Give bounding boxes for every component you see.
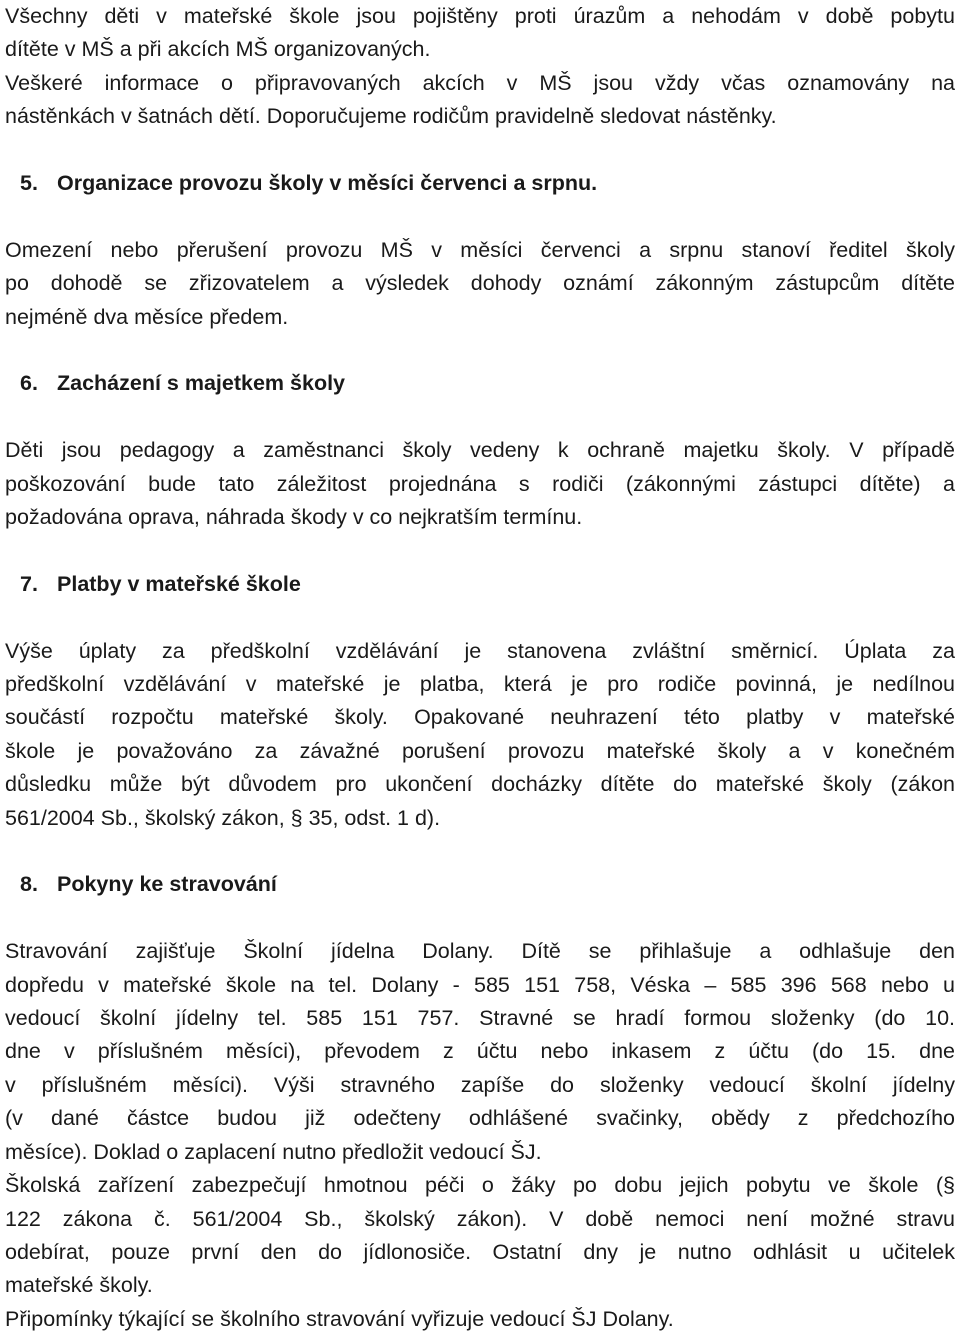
spacer (5, 134, 955, 167)
text-line: nástěnkách v šatnách dětí. Doporučujeme rodičům pravidelně sledovat nástěnky. (5, 104, 777, 129)
text-line: Veškeré informace o připravovaných akcích v MŠ jsou vždy včas oznamovány na (5, 70, 955, 95)
text-line: vedoucí školní jídelny tel. 585 151 757. Stravné se hradí formou složenky (do 10. (5, 1006, 955, 1031)
text-line: (v dané částce budou již odečteny odhlášené svačinky, obědy z předchozího (5, 1106, 955, 1131)
text-line: odebírat, pouze první den do jídlonosiče. Ostatní dny je nutno odhlásit u učitelek (5, 1239, 955, 1264)
text-line: 122 zákona č. 561/2004 Sb., školský zákon). V době nemoci není možné stravu (5, 1206, 955, 1231)
text-line: mateřské školy. (5, 1273, 153, 1298)
section-8-paragraph-3 (5, 1303, 955, 1336)
spacer (5, 601, 955, 634)
text-line: Školská zařízení zabezpečují hmotnou péči o žáky po dobu jejich pobytu ve škole (§ (5, 1173, 955, 1198)
text-line: nejméně dva měsíce předem. (5, 304, 289, 329)
text-line: měsíce). Doklad o zaplacení nutno předložit vedoucí ŠJ. (5, 1139, 542, 1164)
text-line: Omezení nebo přerušení provozu MŠ v měsíci červenci a srpnu stanoví ředitel školy (5, 237, 955, 262)
section-title: Pokyny ke stravování (57, 872, 277, 897)
section-5-paragraph (5, 234, 955, 334)
spacer (5, 200, 955, 233)
section-number: 5. (20, 171, 38, 196)
section-number: 6. (20, 371, 38, 396)
section-heading-6 (5, 367, 955, 400)
text-line: škole je považováno za závažné porušení provozu mateřské školy a v konečném (5, 738, 955, 763)
spacer (5, 835, 955, 868)
text-line: dopředu v mateřské škole na tel. Dolany - 585 151 758, Véska – 585 396 568 nebo u (5, 972, 955, 997)
spacer (5, 401, 955, 434)
spacer (5, 902, 955, 935)
section-heading-8 (5, 868, 955, 901)
section-7-paragraph (5, 635, 955, 835)
section-6-paragraph (5, 434, 955, 534)
intro-paragraph (5, 0, 955, 134)
text-line: Připomínky týkající se školního stravování vyřizuje vedoucí ŠJ Dolany. (5, 1306, 674, 1331)
text-line: součástí rozpočtu mateřské školy. Opakované neuhrazení této platby v mateřské (5, 705, 955, 730)
section-8-paragraph-2 (5, 1169, 955, 1303)
text-line: dne v příslušném měsíci), převodem z účtu nebo inkasem z účtu (do 15. dne (5, 1039, 955, 1064)
text-line: Všechny děti v mateřské škole jsou pojištěny proti úrazům a nehodám v době pobytu (5, 4, 955, 28)
text-line: po dohodě se zřizovatelem a výsledek dohody oznámí zákonným zástupcům dítěte (5, 271, 955, 296)
section-heading-7 (5, 568, 955, 601)
text-line: Děti jsou pedagogy a zaměstnanci školy vedeny k ochraně majetku školy. V případě (5, 438, 955, 463)
text-line: v příslušném měsíci). Výši stravného zapíše do složenky vedoucí školní jídelny (5, 1072, 955, 1097)
section-title: Organizace provozu školy v měsíci červenci a srpnu. (57, 171, 598, 196)
text-line: požadována oprava, náhrada škody v co nejkratším termínu. (5, 505, 583, 530)
text-line: Stravování zajišťuje Školní jídelna Dolany. Dítě se přihlašuje a odhlašuje den (5, 939, 955, 964)
section-8-paragraph (5, 935, 955, 1169)
section-title: Zacházení s majetkem školy (57, 371, 346, 396)
section-title: Platby v mateřské škole (57, 571, 301, 596)
text-line: 561/2004 Sb., školský zákon, § 35, odst. 1 d). (5, 805, 441, 830)
text-line: Výše úplaty za předškolní vzdělávání je stanovena zvláštní směrnicí. Úplata za (5, 638, 955, 663)
section-number: 8. (20, 872, 38, 897)
document-page (5, 0, 955, 1336)
section-number: 7. (20, 571, 38, 596)
text-line: důsledku může být důvodem pro ukončení docházky dítěte do mateřské školy (zákon (5, 772, 955, 797)
section-heading-5 (5, 167, 955, 200)
text-line: předškolní vzdělávání v mateřské je platba, která je pro rodiče povinná, je nedílnou (5, 672, 955, 697)
spacer (5, 334, 955, 367)
text-line: dítěte v MŠ a při akcích MŠ organizovaných. (5, 37, 431, 62)
spacer (5, 534, 955, 567)
text-line: poškozování bude tato záležitost projednána s rodiči (zákonnými zástupci dítěte) a (5, 471, 955, 496)
